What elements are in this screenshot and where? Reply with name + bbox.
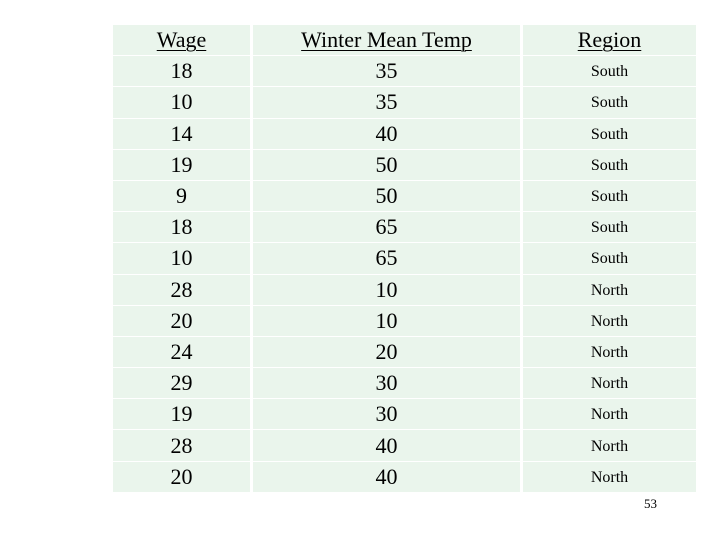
wage-cell: 28 (113, 275, 250, 306)
winter-temp-cell: 30 (253, 368, 520, 399)
region-cell: South (523, 119, 696, 150)
header-region-label: Region (577, 27, 642, 53)
wage-cell: 29 (113, 368, 250, 399)
region-cell: North (523, 306, 696, 337)
winter-temp-cell: 40 (253, 462, 520, 493)
header-region (523, 25, 696, 56)
wage-cell: 20 (113, 462, 250, 493)
winter-temp-cell: 30 (253, 399, 520, 430)
wage-cell: 18 (113, 56, 250, 87)
page-number: 53 (644, 496, 657, 511)
winter-temp-cell: 20 (253, 337, 520, 368)
winter-temp-cell: 40 (253, 430, 520, 461)
region-cell: South (523, 56, 696, 87)
winter-temp-cell: 35 (253, 56, 520, 87)
header-wage (113, 25, 250, 56)
region-cell: South (523, 87, 696, 118)
region-cell: North (523, 430, 696, 461)
winter-temp-cell: 50 (253, 181, 520, 212)
wage-cell: 19 (113, 399, 250, 430)
wage-cell: 20 (113, 306, 250, 337)
region-cell: North (523, 275, 696, 306)
header-winter-mean-temp (253, 25, 520, 56)
header-wage-label: Wage (156, 27, 207, 53)
winter-temp-cell: 10 (253, 306, 520, 337)
winter-temp-cell: 65 (253, 212, 520, 243)
wage-cell: 19 (113, 150, 250, 181)
region-cell: North (523, 368, 696, 399)
region-cell: South (523, 212, 696, 243)
region-cell: North (523, 462, 696, 493)
region-cell: North (523, 337, 696, 368)
region-cell: South (523, 150, 696, 181)
region-cell: South (523, 181, 696, 212)
data-table (113, 25, 690, 493)
wage-cell: 24 (113, 337, 250, 368)
winter-temp-cell: 35 (253, 87, 520, 118)
header-winter-mean-temp-label: Winter Mean Temp (301, 27, 472, 53)
wage-cell: 28 (113, 430, 250, 461)
winter-temp-cell: 50 (253, 150, 520, 181)
wage-cell: 18 (113, 212, 250, 243)
region-cell: North (523, 399, 696, 430)
region-cell: South (523, 243, 696, 274)
wage-cell: 9 (113, 181, 250, 212)
wage-cell: 14 (113, 119, 250, 150)
wage-cell: 10 (113, 243, 250, 274)
winter-temp-cell: 10 (253, 275, 520, 306)
wage-cell: 10 (113, 87, 250, 118)
winter-temp-cell: 65 (253, 243, 520, 274)
winter-temp-cell: 40 (253, 119, 520, 150)
